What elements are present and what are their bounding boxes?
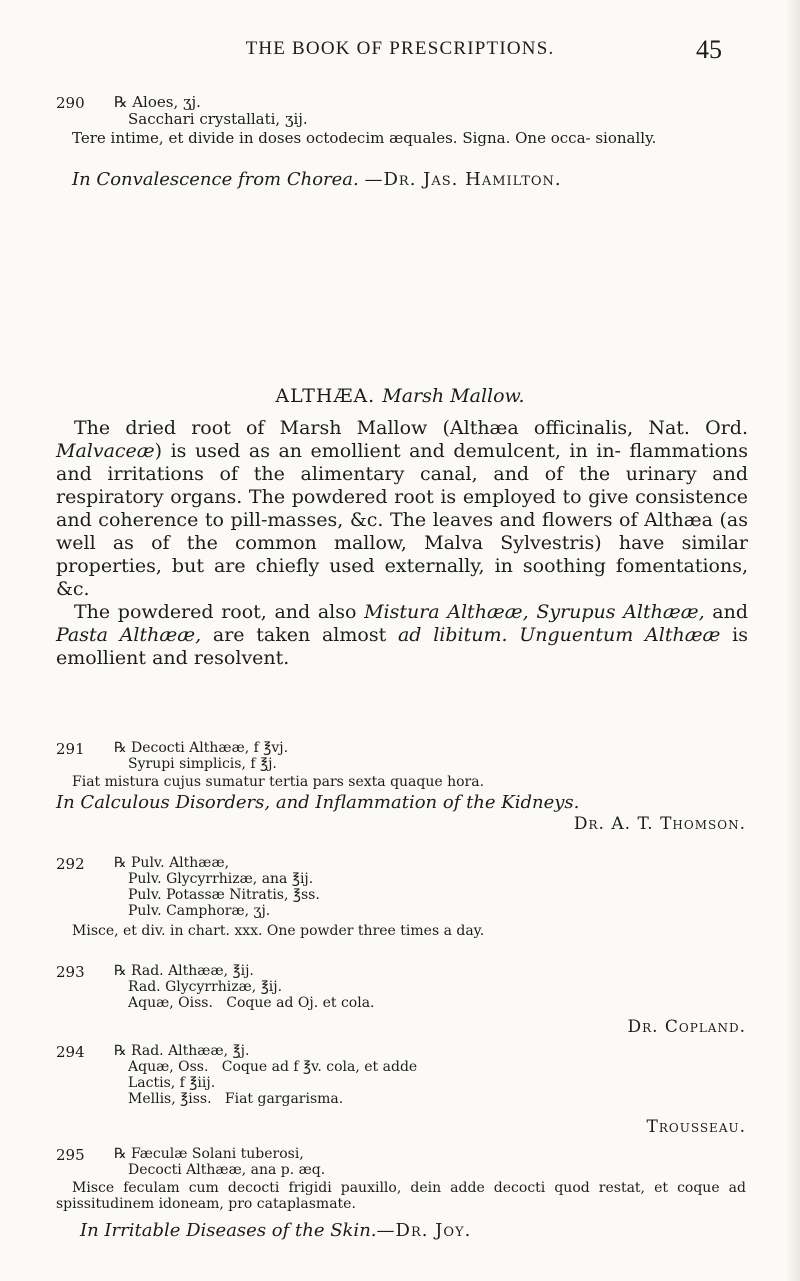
text-run: and	[704, 601, 748, 623]
prescription-context: In Calculous Disorders, and Inflammation of the Kidneys.	[56, 792, 580, 813]
prescription-directions: Misce, et div. in chart. xxx. One powder three times a day.	[72, 923, 485, 939]
page-edge-shadow	[786, 0, 800, 1281]
text-run: Malvaceæ	[56, 440, 155, 462]
prescription-context: In Irritable Diseases of the Skin.	[80, 1220, 377, 1241]
text-run: The powdered root, and also	[74, 601, 365, 623]
prescription-author: Dr. A. T. Thomson.	[573, 814, 746, 834]
ingredient-line: Aquæ, Oss. Coque ad f ℥v. cola, et adde	[128, 1059, 418, 1075]
prescription-context-line	[72, 169, 746, 190]
prescription-number: 290	[56, 94, 85, 112]
prescription-number: 292	[56, 855, 85, 873]
section-heading	[0, 385, 800, 407]
section-subtitle: Marsh Mallow.	[382, 385, 525, 407]
prescription-context-line	[80, 1220, 746, 1241]
text-run: Pasta Althææ,	[56, 624, 202, 646]
page-number: 45	[696, 35, 722, 64]
ingredient-line: Pulv. Glycyrrhizæ, ana ℥ij.	[128, 871, 314, 887]
prescription-author: Trousseau.	[646, 1117, 746, 1137]
prescription-number: 291	[56, 740, 85, 758]
prescription-ingredients	[114, 1146, 325, 1178]
ingredient-line: Lactis, f ℥iij.	[128, 1075, 216, 1091]
prescription-ingredients	[114, 94, 308, 128]
ingredient-line: ℞ Pulv. Althææ,	[114, 855, 230, 871]
prescription-number: 295	[56, 1146, 85, 1164]
althaea-description	[56, 417, 748, 670]
ingredient-line: Pulv. Potassæ Nitratis, ℥ss.	[128, 887, 320, 903]
section-title: ALTHÆA.	[275, 385, 376, 407]
prescription-directions: Tere intime, et divide in doses octodecim æquales. Signa. One occa- sionally.	[72, 129, 657, 147]
ingredient-line: Decocti Althææ, ana p. æq.	[128, 1162, 326, 1178]
ingredient-line: ℞ Rad. Althææ, ℥j.	[114, 1043, 250, 1059]
text-run: Mistura Althææ, Syrupus Althææ,	[364, 601, 705, 623]
text-run: are taken almost	[201, 624, 398, 646]
prescription-ingredients	[114, 1043, 417, 1107]
ingredient-line: Mellis, ℥iss. Fiat gargarisma.	[128, 1091, 344, 1107]
prescription-ingredients	[114, 855, 320, 919]
ingredient-line: ℞ Decocti Althææ, f ℥vj.	[114, 740, 289, 756]
text-run: ad libitum. Unguentum Althææ	[397, 624, 721, 646]
prescription-author: Dr. Copland.	[627, 1017, 746, 1037]
running-title: THE BOOK OF PRESCRIPTIONS.	[245, 38, 555, 59]
prescription-directions: Misce feculam cum decocti frigidi pauxillo, dein adde decocti quod restat, et coque ad spissitudinem idoneam, pro cataplasmate.	[56, 1180, 746, 1212]
ingredient-line: Sacchari crystallati, ʒij.	[128, 110, 308, 128]
ingredient-line: Aquæ, Oiss. Coque ad Oj. et cola.	[128, 995, 375, 1011]
prescription-number: 294	[56, 1043, 85, 1061]
page-header	[0, 35, 800, 68]
prescription-ingredients	[114, 740, 288, 772]
text-run: is emollient and resolvent.	[56, 624, 748, 669]
prescription-number: 293	[56, 963, 85, 981]
prescription-ingredients	[114, 963, 375, 1011]
ingredient-line: Rad. Glycyrrhizæ, ℥ij.	[128, 979, 283, 995]
ingredient-line: ℞ Fæculæ Solani tuberosi,	[114, 1146, 304, 1162]
prescription-directions: Fiat mistura cujus sumatur tertia pars sexta quaque hora.	[72, 774, 485, 790]
prescription-context: In Convalescence from Chorea.	[72, 169, 359, 190]
ingredient-line: Pulv. Camphoræ, ʒj.	[128, 903, 271, 919]
ingredient-line: ℞ Rad. Althææ, ℥ij.	[114, 963, 254, 979]
prescription-author: —Dr. Joy.	[376, 1220, 472, 1241]
text-run: ) is used as an emollient and demulcent, in in- flammations and irritations of the alimentary canal, and of the urinary and respiratory organs. The powdered root is employed to give consistence and coherence to pill-masses, &c. The leaves and flowers of Althæa (as well as of the common mallow, Malva Sylvestris) have similar properties, but are chiefly used externally, in soothing fomentations, &c.	[56, 440, 748, 600]
ingredient-line: ℞ Aloes, ʒj.	[114, 93, 201, 111]
prescription-author: —Dr. Jas. Hamilton.	[364, 169, 562, 190]
ingredient-line: Syrupi simplicis, f ℥j.	[128, 756, 277, 772]
text-run: The dried root of Marsh Mallow (Althæa officinalis, Nat. Ord.	[74, 417, 748, 439]
